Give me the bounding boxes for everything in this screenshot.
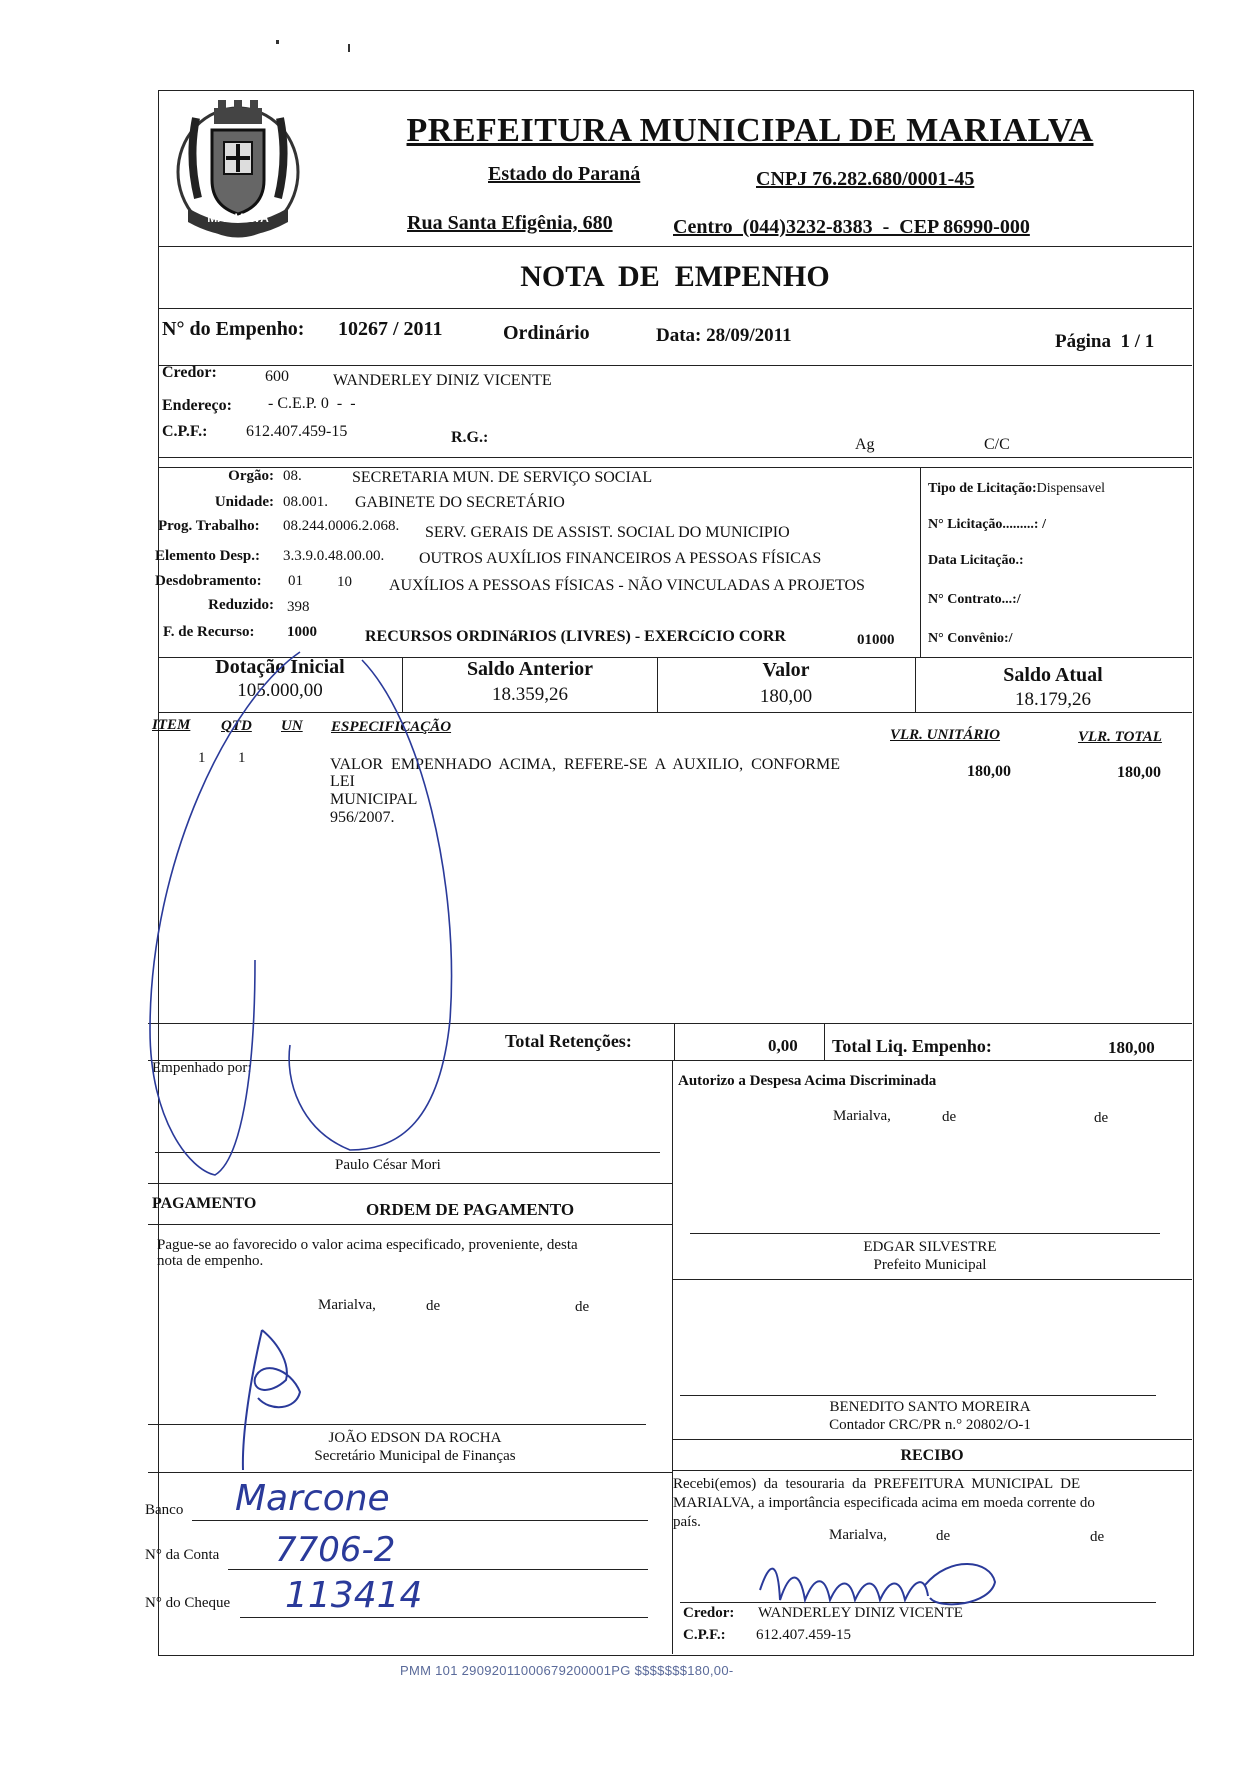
totals-divider-2 bbox=[824, 1023, 825, 1060]
prog-label: Prog. Trabalho: bbox=[158, 518, 260, 534]
autorizo-place: Marialva, bbox=[833, 1108, 891, 1124]
amount-divider-3 bbox=[915, 657, 916, 712]
page-number: Página 1 / 1 bbox=[1055, 331, 1155, 352]
totals-bottom-line bbox=[148, 1060, 1192, 1061]
col-especificacao: ESPECIFICAÇÃO bbox=[331, 719, 452, 735]
recibo-text-line2: MARIALVA, a importância especificada acima em moeda corrente do bbox=[673, 1495, 1095, 1511]
pagamento-de-2: de bbox=[575, 1299, 590, 1315]
tipo-licitacao-label: Tipo de Licitação: bbox=[928, 481, 1037, 496]
prefeito-name: EDGAR SILVESTRE bbox=[863, 1239, 997, 1255]
prefeito-bottom-line bbox=[672, 1279, 1192, 1280]
prefeito-signature-line bbox=[690, 1233, 1160, 1234]
reduzido-value: 398 bbox=[287, 599, 310, 615]
numero-licitacao: N° Licitação.........: / bbox=[928, 517, 1046, 532]
desdobramento-code1: 01 bbox=[288, 573, 303, 589]
unidade-name: GABINETE DO SECRETÁRIO bbox=[355, 494, 565, 511]
dotacao-value: 105.000,00 bbox=[237, 680, 323, 701]
liquido-label: Total Liq. Empenho: bbox=[832, 1036, 992, 1056]
saldo-atual-label: Saldo Atual bbox=[1003, 664, 1103, 686]
liquido-value: 180,00 bbox=[1108, 1038, 1155, 1057]
svg-text:MARIALVA: MARIALVA bbox=[207, 211, 269, 225]
numero-convenio: N° Convênio:/ bbox=[928, 631, 1013, 646]
amount-divider-1 bbox=[402, 657, 403, 712]
col-qtd: QTD bbox=[221, 718, 252, 734]
orgao-code: 08. bbox=[283, 468, 302, 484]
rg-label: R.G.: bbox=[451, 429, 489, 446]
item-spec-line2: LEI MUNICIPAL 956/2007. bbox=[330, 773, 417, 826]
saldo-anterior-value: 18.359,26 bbox=[492, 684, 568, 705]
document-title: NOTA DE EMPENHO bbox=[520, 260, 830, 293]
creditor-divider bbox=[158, 457, 1192, 458]
data-licitacao: Data Licitação.: bbox=[928, 553, 1024, 568]
desdobramento-label: Desdobramento: bbox=[155, 573, 262, 589]
cnpj: CNPJ 76.282.680/0001-45 bbox=[756, 168, 975, 190]
city-hall-title: PREFEITURA MUNICIPAL DE MARIALVA bbox=[406, 112, 1094, 149]
street-address: Rua Santa Efigênia, 680 bbox=[407, 212, 613, 234]
reduzido-label: Reduzido: bbox=[208, 597, 274, 613]
valor-value: 180,00 bbox=[759, 686, 813, 707]
orgao-label: Orgão: bbox=[228, 468, 274, 484]
amounts-bottom-line bbox=[158, 712, 1192, 713]
recibo-title: RECIBO bbox=[900, 1447, 964, 1464]
header-divider bbox=[158, 246, 1192, 247]
amount-divider-2 bbox=[657, 657, 658, 712]
contador-signature-line bbox=[680, 1395, 1156, 1396]
desdobramento-code2: 10 bbox=[337, 574, 352, 590]
credor-label: Credor: bbox=[162, 364, 217, 381]
saldo-atual-value: 18.179,26 bbox=[1015, 689, 1091, 710]
district-phone-cep: Centro (044)3232-8383 - CEP 86990-000 bbox=[673, 216, 1030, 238]
elemento-label: Elemento Desp.: bbox=[155, 548, 260, 564]
recibo-place: Marialva, bbox=[829, 1527, 887, 1543]
empenhado-signature-line bbox=[155, 1152, 660, 1153]
valor-label: Valor bbox=[762, 659, 810, 681]
item-number: 1 bbox=[198, 750, 206, 766]
fonte-code2: 01000 bbox=[857, 632, 895, 648]
empenho-date: Data: 28/09/2011 bbox=[656, 325, 792, 346]
recibo-credor-label: Credor: bbox=[683, 1605, 735, 1621]
recibo-cpf-label: C.P.F.: bbox=[683, 1627, 726, 1643]
pagamento-signature-line bbox=[148, 1424, 646, 1425]
unidade-label: Unidade: bbox=[214, 494, 274, 510]
elemento-code: 3.3.9.0.48.00.00. bbox=[283, 548, 385, 564]
title-divider bbox=[158, 308, 1192, 309]
col-vlr-unitario: VLR. UNITÁRIO bbox=[890, 727, 1001, 743]
autorizo-de-2: de bbox=[1094, 1110, 1109, 1126]
item-qtd: 1 bbox=[238, 750, 246, 766]
recibo-signature-line bbox=[680, 1602, 1156, 1603]
lower-center-divider bbox=[672, 1060, 673, 1654]
state-name: Estado do Paraná bbox=[488, 163, 641, 185]
empenhado-name: Paulo César Mori bbox=[335, 1157, 441, 1173]
secretario-name: JOÃO EDSON DA ROCHA bbox=[328, 1430, 502, 1446]
desdobramento-name: AUXÍLIOS A PESSOAS FÍSICAS - NÃO VINCULADAS A PROJETOS bbox=[389, 577, 865, 594]
empenho-number: 10267 / 2011 bbox=[338, 318, 443, 340]
item-spec-line1: VALOR EMPENHADO ACIMA, REFERE-SE A AUXILIO, CONFORME bbox=[330, 756, 840, 773]
prog-name: SERV. GERAIS DE ASSIST. SOCIAL DO MUNICIPIO bbox=[425, 524, 790, 541]
recibo-text-line1: Recebi(emos) da tesouraria da PREFEITURA MUNICIPAL DE bbox=[673, 1476, 1081, 1492]
fonte-code: 1000 bbox=[287, 624, 317, 640]
credor-code: 600 bbox=[265, 368, 289, 385]
tipo-licitacao-value: Dispensavel bbox=[1036, 481, 1106, 496]
item-unit-value: 180,00 bbox=[967, 763, 1011, 780]
contador-role: Contador CRC/PR n.° 20802/O-1 bbox=[829, 1417, 1031, 1433]
pagamento-place: Marialva, bbox=[318, 1297, 376, 1313]
unidade-code: 08.001. bbox=[283, 494, 328, 510]
banco-line bbox=[192, 1520, 648, 1521]
col-un: UN bbox=[281, 718, 303, 734]
municipal-seal bbox=[168, 98, 308, 246]
empenho-divider bbox=[158, 365, 1192, 366]
cpf-label: C.P.F.: bbox=[162, 423, 208, 440]
cheque-label: N° do Cheque bbox=[145, 1595, 231, 1611]
pagamento-divider bbox=[148, 1224, 672, 1225]
cheque-handwritten: 113414 bbox=[285, 1575, 423, 1616]
recibo-divider bbox=[672, 1470, 1192, 1471]
coat-of-arms-icon bbox=[168, 98, 308, 246]
contador-name: BENEDITO SANTO MOREIRA bbox=[829, 1399, 1031, 1415]
empenho-type: Ordinário bbox=[503, 322, 590, 344]
recibo-text-line3: país. bbox=[673, 1514, 701, 1530]
saldo-anterior-label: Saldo Anterior bbox=[466, 658, 594, 680]
budget-top-line bbox=[158, 467, 1192, 468]
fonte-label: F. de Recurso: bbox=[163, 624, 255, 640]
fonte-name: RECURSOS ORDINáRIOS (LIVRES) - EXERCíCIO CORR bbox=[365, 628, 786, 645]
cheque-line bbox=[240, 1617, 648, 1618]
scan-mark-tick bbox=[348, 44, 350, 52]
ordem-pagamento-label: ORDEM DE PAGAMENTO bbox=[366, 1200, 575, 1219]
credor-name: WANDERLEY DINIZ VICENTE bbox=[333, 372, 552, 389]
recibo-credor-value: WANDERLEY DINIZ VICENTE bbox=[758, 1605, 963, 1621]
banco-label: Banco bbox=[145, 1502, 184, 1518]
dotacao-label: Dotação Inicial bbox=[215, 656, 345, 678]
endereco-label: Endereço: bbox=[162, 397, 232, 414]
footer-control-stamp: PMM 101 29092011000679200001PG $$$$$$$180,00- bbox=[400, 1663, 734, 1678]
recibo-cpf-value: 612.407.459-15 bbox=[756, 1627, 851, 1643]
totals-top-line bbox=[148, 1023, 1192, 1024]
cpf-value: 612.407.459-15 bbox=[246, 423, 348, 440]
endereco-value: - C.E.P. 0 - - bbox=[268, 395, 356, 412]
ag-label: Ag bbox=[855, 436, 875, 453]
empenhado-label: Empenhado por: bbox=[152, 1060, 252, 1076]
contador-bottom-line bbox=[672, 1439, 1192, 1440]
col-item: ITEM bbox=[152, 717, 191, 733]
orgao-name: SECRETARIA MUN. DE SERVIÇO SOCIAL bbox=[352, 469, 653, 486]
pagamento-text-line2: nota de empenho. bbox=[157, 1253, 264, 1269]
pagamento-label: PAGAMENTO bbox=[152, 1195, 257, 1212]
secretario-bottom-line bbox=[148, 1472, 672, 1473]
numero-contrato: N° Contrato...:/ bbox=[928, 592, 1021, 607]
prefeito-role: Prefeito Municipal bbox=[873, 1257, 987, 1273]
tipo-licitacao bbox=[928, 481, 1105, 497]
item-total-value: 180,00 bbox=[1117, 764, 1161, 781]
banco-handwritten: Marcone bbox=[235, 1478, 390, 1519]
autorizo-label: Autorizo a Despesa Acima Discriminada bbox=[678, 1073, 937, 1089]
empenho-label: N° do Empenho: bbox=[162, 318, 305, 340]
col-vlr-total: VLR. TOTAL bbox=[1078, 729, 1162, 745]
licitacao-divider bbox=[920, 467, 921, 657]
pagamento-de-1: de bbox=[426, 1298, 441, 1314]
cc-label: C/C bbox=[984, 436, 1010, 453]
scan-mark-dot bbox=[276, 40, 279, 44]
retencoes-value: 0,00 bbox=[768, 1036, 798, 1055]
conta-handwritten: 7706-2 bbox=[275, 1530, 396, 1570]
recibo-de-2: de bbox=[1090, 1529, 1105, 1545]
retencoes-label: Total Retenções: bbox=[505, 1031, 632, 1051]
elemento-name: OUTROS AUXÍLIOS FINANCEIROS A PESSOAS FÍSICAS bbox=[419, 550, 822, 567]
empenhado-bottom-line bbox=[148, 1183, 672, 1184]
autorizo-de-1: de bbox=[942, 1109, 957, 1125]
pagamento-text-line1: Pague-se ao favorecido o valor acima especificado, proveniente, desta bbox=[157, 1237, 578, 1253]
secretario-role: Secretário Municipal de Finanças bbox=[314, 1448, 516, 1464]
totals-divider-1 bbox=[674, 1023, 675, 1060]
recibo-de-1: de bbox=[936, 1528, 951, 1544]
conta-label: N° da Conta bbox=[145, 1547, 220, 1563]
prog-code: 08.244.0006.2.068. bbox=[283, 518, 400, 534]
